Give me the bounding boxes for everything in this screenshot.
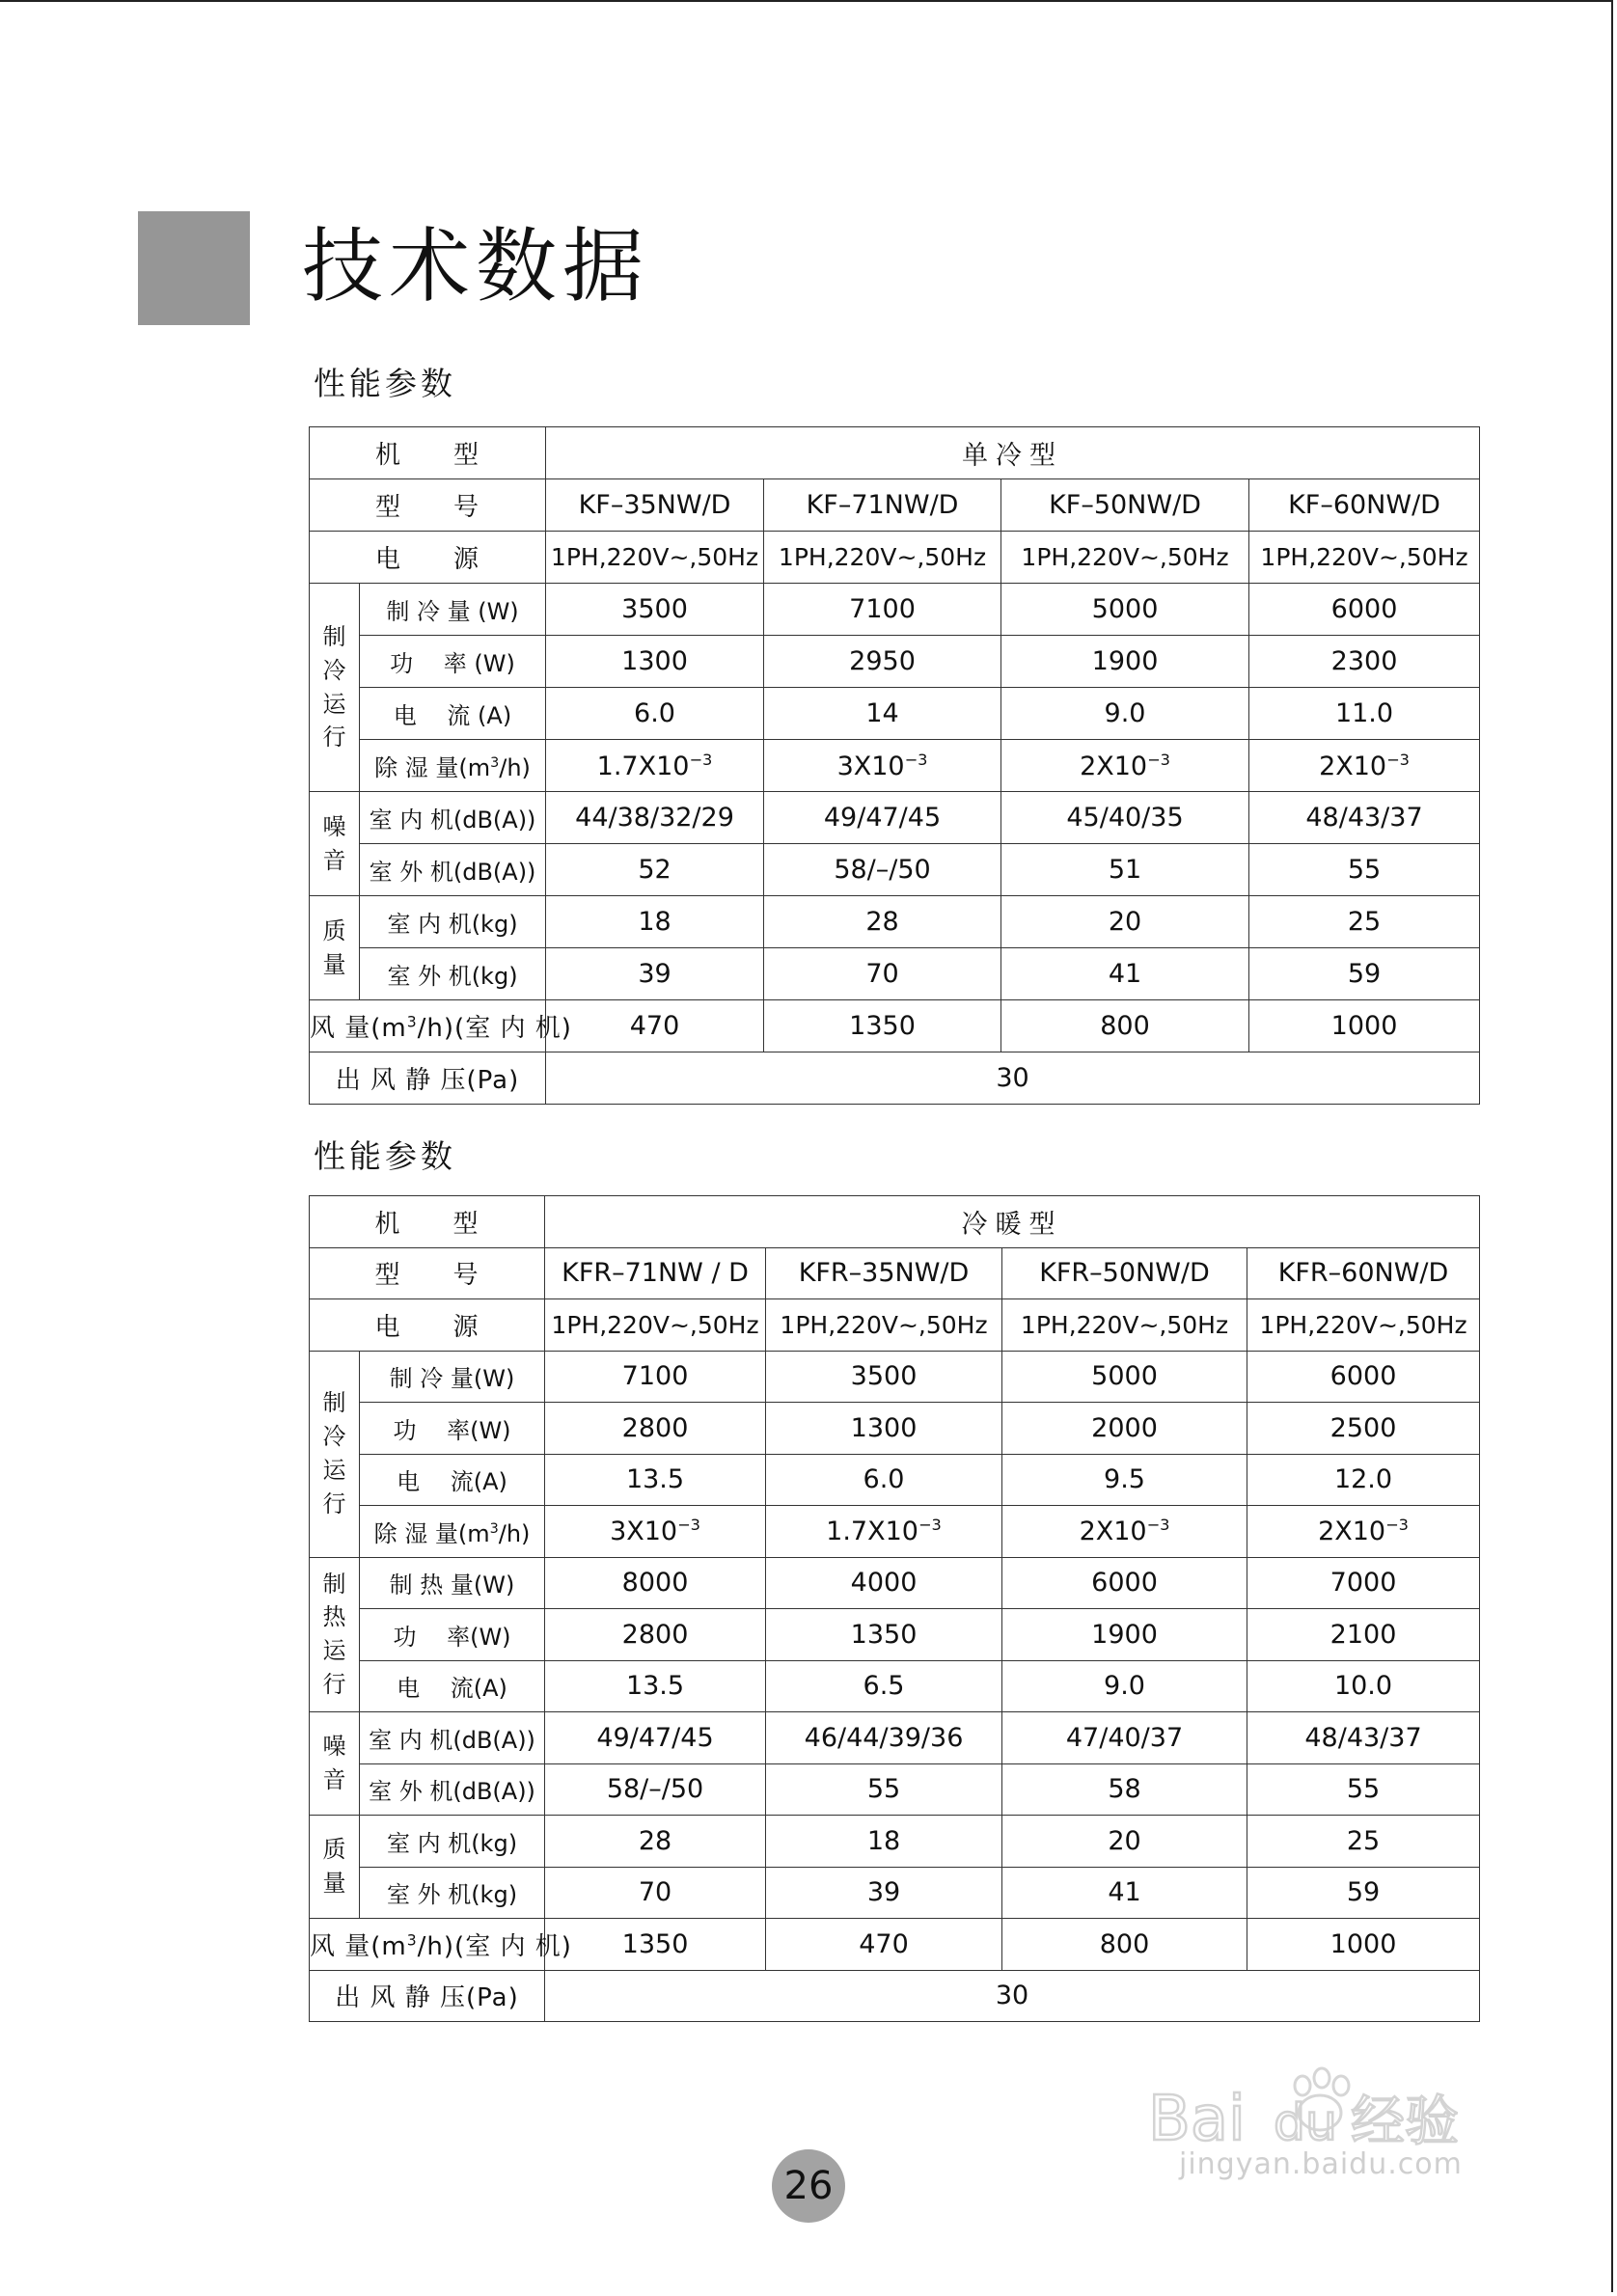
row-label: 室 内 机(kg) <box>360 896 546 948</box>
static-pressure-label: 出 风 静 压(Pa) <box>310 1970 545 2022</box>
cell-value: 1900 <box>1001 636 1249 688</box>
cell-value: 6000 <box>1002 1557 1247 1609</box>
cell-value: $1.7X10^{-3}$ <box>766 1506 1002 1558</box>
cell-value: 46/44/39/36 <box>766 1712 1002 1764</box>
cell-value: 55 <box>766 1763 1002 1816</box>
airflow-value: 1000 <box>1249 1000 1480 1052</box>
power-spec: 1PH,220V~,50Hz <box>1002 1299 1247 1352</box>
cell-value: 2300 <box>1249 636 1480 688</box>
table-row <box>310 584 1480 636</box>
group-label-char: 音 <box>322 1766 346 1793</box>
row-label: 电 流 (A) <box>360 688 546 740</box>
row-label: 电 流(A) <box>360 1660 545 1712</box>
airflow-value: 470 <box>766 1919 1002 1971</box>
cell-value: 4000 <box>766 1557 1002 1609</box>
cell-value: 55 <box>1247 1763 1480 1816</box>
cell-value: 2950 <box>764 636 1001 688</box>
cell-value: 2100 <box>1247 1609 1480 1661</box>
spec-table-heat-pump <box>309 1195 1480 2022</box>
cell-value: 39 <box>546 948 764 1000</box>
cell-value: 58/–/50 <box>764 844 1001 896</box>
table-row <box>310 1660 1480 1712</box>
table-row <box>310 948 1480 1000</box>
row-label: 室 内 机(dB(A)) <box>360 792 546 844</box>
model-label: 型 号 <box>310 479 546 532</box>
group-label <box>310 792 360 896</box>
cell-value: 8000 <box>545 1557 766 1609</box>
cell-value: 13.5 <box>545 1660 766 1712</box>
cell-value: 9.5 <box>1002 1454 1247 1506</box>
model-name: KFR–35NW/D <box>766 1247 1002 1299</box>
cell-value: 47/40/37 <box>1002 1712 1247 1764</box>
cell-value: 39 <box>766 1867 1002 1919</box>
cell-value: 25 <box>1249 896 1480 948</box>
table-row <box>310 1351 1480 1403</box>
cell-value: 58 <box>1002 1763 1247 1816</box>
group-label-char: 运 <box>322 1457 346 1484</box>
svg-text:经验: 经验 <box>1351 2091 1459 2153</box>
row-model <box>310 1247 1480 1299</box>
cell-value: 20 <box>1002 1816 1247 1868</box>
cell-value: 3500 <box>766 1351 1002 1403</box>
power-spec: 1PH,220V~,50Hz <box>545 1299 766 1352</box>
power-spec: 1PH,220V~,50Hz <box>1001 532 1249 584</box>
cell-value: $2X10^{-3}$ <box>1002 1506 1247 1558</box>
power-label: 电 源 <box>310 1299 545 1352</box>
cell-value: 9.0 <box>1002 1660 1247 1712</box>
cell-value: 1300 <box>546 636 764 688</box>
row-label: 制 热 量(W) <box>360 1557 545 1609</box>
row-label: 功 率 (W) <box>360 636 546 688</box>
group-label-char: 质 <box>322 916 346 944</box>
group-label-char: 噪 <box>322 812 346 840</box>
group-label-char: 行 <box>322 724 346 752</box>
cell-value: $2X10^{-3}$ <box>1249 740 1480 792</box>
group-label-char: 音 <box>322 846 346 874</box>
row-label: 除 湿 量$(m^3/h)$ <box>360 1506 545 1558</box>
model-name: KFR–50NW/D <box>1002 1247 1247 1299</box>
airflow-label: 风 量$(m^3/h)$(室 内 机) <box>310 1000 546 1052</box>
row-static-pressure <box>310 1970 1480 2022</box>
airflow-value: 1000 <box>1247 1919 1480 1971</box>
power-spec: 1PH,220V~,50Hz <box>1249 532 1480 584</box>
cell-value: 41 <box>1001 948 1249 1000</box>
cell-value: 3500 <box>546 584 764 636</box>
cell-value: 14 <box>764 688 1001 740</box>
row-label: 室 外 机(dB(A)) <box>360 1763 545 1816</box>
page-number: 26 <box>772 2149 845 2223</box>
section-title-cooling: 性能参数 <box>314 365 456 402</box>
row-label: 功 率(W) <box>360 1403 545 1455</box>
row-airflow <box>310 1919 1480 1971</box>
cell-value: 70 <box>764 948 1001 1000</box>
cell-value: 6000 <box>1247 1351 1480 1403</box>
page-title: 技术数据 <box>302 219 650 314</box>
cell-value: 70 <box>545 1867 766 1919</box>
cell-value: 2500 <box>1247 1403 1480 1455</box>
table-row <box>310 1403 1480 1455</box>
cell-value: 59 <box>1249 948 1480 1000</box>
title-marker-block <box>138 211 250 325</box>
cell-value: 1900 <box>1002 1609 1247 1661</box>
power-spec: 1PH,220V~,50Hz <box>766 1299 1002 1352</box>
row-unit-type <box>310 1196 1480 1248</box>
row-airflow <box>310 1000 1480 1052</box>
row-label: 功 率(W) <box>360 1609 545 1661</box>
cell-value: 9.0 <box>1001 688 1249 740</box>
group-label-char: 制 <box>322 1570 346 1598</box>
table-row <box>310 1506 1480 1558</box>
cell-value: 52 <box>546 844 764 896</box>
group-label <box>310 1816 360 1919</box>
cell-value: 18 <box>546 896 764 948</box>
cell-value: $1.7X10^{-3}$ <box>546 740 764 792</box>
group-label <box>310 1351 360 1557</box>
row-label: 室 外 机(kg) <box>360 1867 545 1919</box>
static-pressure-label: 出 风 静 压(Pa) <box>310 1052 546 1105</box>
row-unit-type <box>310 427 1480 479</box>
row-power <box>310 1299 1480 1352</box>
static-pressure-value: 30 <box>545 1970 1480 2022</box>
cell-value: 28 <box>545 1816 766 1868</box>
cell-value: 55 <box>1249 844 1480 896</box>
cell-value: 25 <box>1247 1816 1480 1868</box>
group-label <box>310 1557 360 1712</box>
model-name: KFR–60NW/D <box>1247 1247 1480 1299</box>
cell-value: 6.0 <box>766 1454 1002 1506</box>
cell-value: $2X10^{-3}$ <box>1247 1506 1480 1558</box>
airflow-value: 1350 <box>764 1000 1001 1052</box>
cell-value: 44/38/32/29 <box>546 792 764 844</box>
row-label: 电 流(A) <box>360 1454 545 1506</box>
cell-value: 59 <box>1247 1867 1480 1919</box>
cell-value: 18 <box>766 1816 1002 1868</box>
power-spec: 1PH,220V~,50Hz <box>546 532 764 584</box>
table-row <box>310 688 1480 740</box>
cell-value: 6.5 <box>766 1660 1002 1712</box>
cell-value: 13.5 <box>545 1454 766 1506</box>
airflow-value: 470 <box>546 1000 764 1052</box>
row-label: 制 冷 量(W) <box>360 1351 545 1403</box>
table-row <box>310 636 1480 688</box>
group-label-char: 行 <box>322 1671 346 1699</box>
group-label <box>310 896 360 1000</box>
power-label: 电 源 <box>310 532 546 584</box>
group-label-char: 行 <box>322 1490 346 1517</box>
row-power <box>310 532 1480 584</box>
group-label-char: 冷 <box>322 1423 346 1451</box>
group-label-char: 量 <box>322 1870 346 1897</box>
table-row <box>310 1454 1480 1506</box>
cell-value: 2800 <box>545 1403 766 1455</box>
group-label-char: 质 <box>322 1836 346 1864</box>
table-row <box>310 1609 1480 1661</box>
table-row <box>310 1816 1480 1868</box>
baidu-watermark-logo <box>1148 2064 1515 2155</box>
unit-type-value: 单冷型 <box>546 427 1480 479</box>
cell-value: 20 <box>1001 896 1249 948</box>
cell-value: 11.0 <box>1249 688 1480 740</box>
svg-text:Bai: Bai <box>1148 2084 1246 2155</box>
group-label-char: 量 <box>322 950 346 978</box>
cell-value: 41 <box>1002 1867 1247 1919</box>
cell-value: 5000 <box>1001 584 1249 636</box>
model-label: 型 号 <box>310 1247 545 1299</box>
group-label-char: 噪 <box>322 1733 346 1761</box>
power-spec: 1PH,220V~,50Hz <box>764 532 1001 584</box>
airflow-label: 风 量$(m^3/h)$(室 内 机) <box>310 1919 545 1971</box>
table-row <box>310 896 1480 948</box>
cell-value: 48/43/37 <box>1249 792 1480 844</box>
model-name: KF–60NW/D <box>1249 479 1480 532</box>
cell-value: 7100 <box>545 1351 766 1403</box>
row-label: 室 内 机(dB(A)) <box>360 1712 545 1764</box>
model-name: KF–35NW/D <box>546 479 764 532</box>
table-row <box>310 1712 1480 1764</box>
group-label-char: 运 <box>322 1637 346 1665</box>
watermark-url: jingyan.baidu.com <box>1179 2147 1463 2181</box>
row-label: 除 湿 量$(m^3/h)$ <box>360 740 546 792</box>
row-label: 室 外 机(kg) <box>360 948 546 1000</box>
row-label: 制 冷 量 (W) <box>360 584 546 636</box>
table-row <box>310 1867 1480 1919</box>
group-label-char: 运 <box>322 690 346 718</box>
cell-value: 5000 <box>1002 1351 1247 1403</box>
group-label-char: 冷 <box>322 656 346 684</box>
unit-type-label: 机 型 <box>310 427 546 479</box>
cell-value: 1300 <box>766 1403 1002 1455</box>
cell-value: 12.0 <box>1247 1454 1480 1506</box>
cell-value: 1350 <box>766 1609 1002 1661</box>
row-static-pressure <box>310 1052 1480 1105</box>
row-model <box>310 479 1480 532</box>
group-label <box>310 584 360 792</box>
cell-value: 49/47/45 <box>545 1712 766 1764</box>
spec-table-body <box>310 427 1480 1105</box>
cell-value: $3X10^{-3}$ <box>764 740 1001 792</box>
cell-value: 6000 <box>1249 584 1480 636</box>
table-row <box>310 1557 1480 1609</box>
model-name: KF–71NW/D <box>764 479 1001 532</box>
section-title-heat-pump: 性能参数 <box>314 1137 456 1175</box>
group-label-char: 热 <box>322 1603 346 1631</box>
airflow-value: 1350 <box>545 1919 766 1971</box>
cell-value: 48/43/37 <box>1247 1712 1480 1764</box>
cell-value: 45/40/35 <box>1001 792 1249 844</box>
table-row <box>310 792 1480 844</box>
table-row <box>310 1763 1480 1816</box>
row-label: 室 内 机(kg) <box>360 1816 545 1868</box>
cell-value: 51 <box>1001 844 1249 896</box>
cell-value: $3X10^{-3}$ <box>545 1506 766 1558</box>
cell-value: 7100 <box>764 584 1001 636</box>
unit-type-value: 冷暖型 <box>545 1196 1480 1248</box>
cell-value: 2800 <box>545 1609 766 1661</box>
unit-type-label: 机 型 <box>310 1196 545 1248</box>
cell-value: 58/–/50 <box>545 1763 766 1816</box>
cell-value: 49/47/45 <box>764 792 1001 844</box>
cell-value: 2000 <box>1002 1403 1247 1455</box>
cell-value: 6.0 <box>546 688 764 740</box>
group-label <box>310 1712 360 1816</box>
row-label: 室 外 机(dB(A)) <box>360 844 546 896</box>
cell-value: 28 <box>764 896 1001 948</box>
spec-table-body <box>310 1196 1480 2022</box>
spec-table-cooling-only <box>309 426 1480 1105</box>
airflow-value: 800 <box>1001 1000 1249 1052</box>
table-row <box>310 844 1480 896</box>
model-name: KFR–71NW / D <box>545 1247 766 1299</box>
model-name: KF–50NW/D <box>1001 479 1249 532</box>
airflow-value: 800 <box>1002 1919 1247 1971</box>
static-pressure-value: 30 <box>546 1052 1480 1105</box>
group-label-char: 制 <box>322 1389 346 1417</box>
power-spec: 1PH,220V~,50Hz <box>1247 1299 1480 1352</box>
svg-text:du: du <box>1274 2094 1337 2152</box>
cell-value: 7000 <box>1247 1557 1480 1609</box>
cell-value: 10.0 <box>1247 1660 1480 1712</box>
cell-value: $2X10^{-3}$ <box>1001 740 1249 792</box>
group-label-char: 制 <box>322 622 346 650</box>
table-row <box>310 740 1480 792</box>
